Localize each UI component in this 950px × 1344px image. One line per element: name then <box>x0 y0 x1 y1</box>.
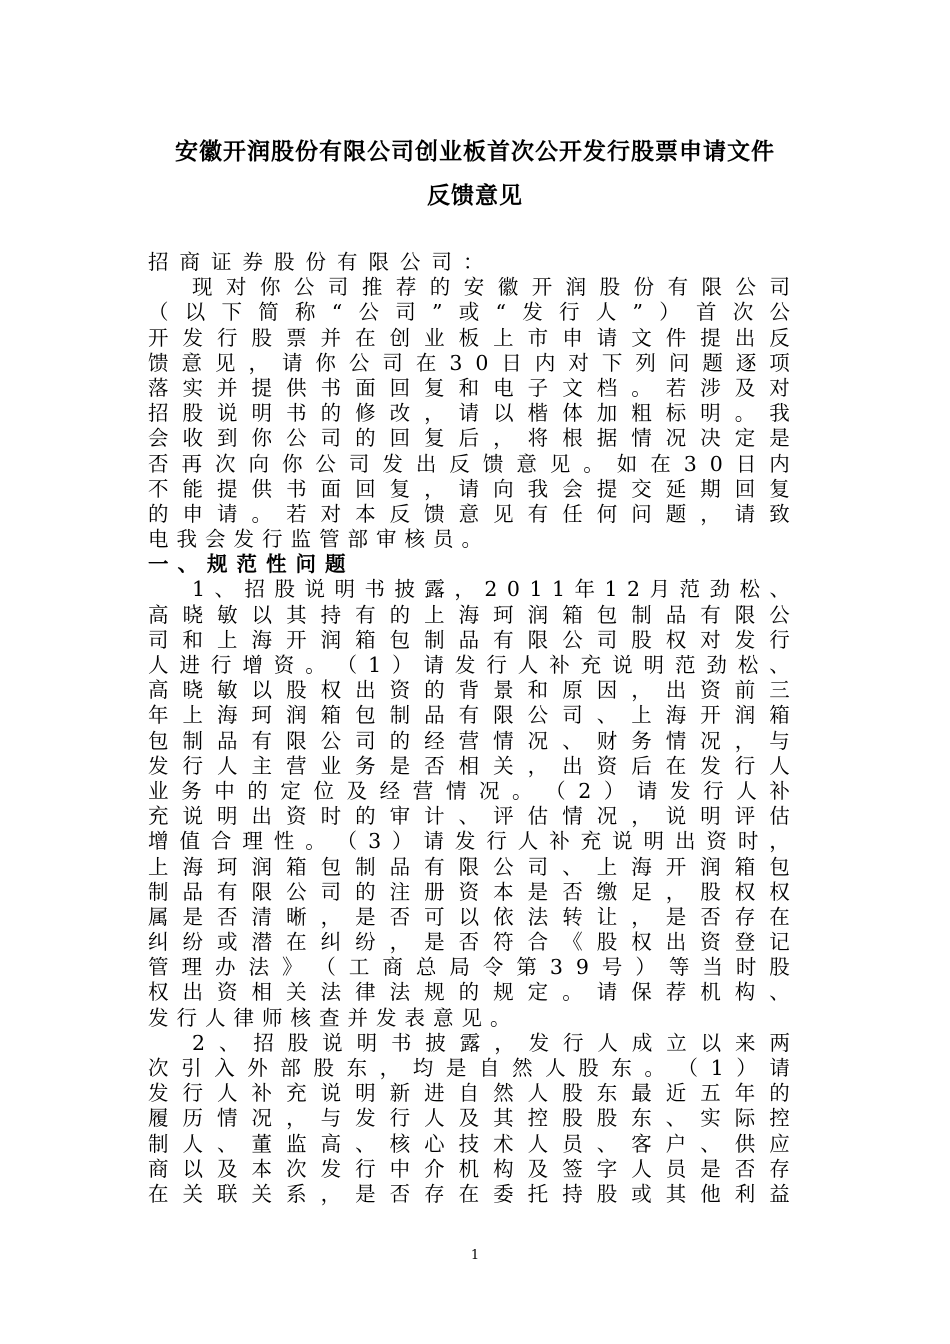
section-heading: 一、规范性问题 <box>148 552 355 577</box>
text-line: 司 和 上 海 开 润 箱 包 制 品 有 限 公 司 股 权 对 发 行 <box>148 627 790 652</box>
question-2-paragraph <box>148 1031 790 1207</box>
text-line: 包 制 品 有 限 公 司 的 经 营 情 况 、 财 务 情 况 ， 与 <box>148 728 790 753</box>
text-line: 1 、 招 股 说 明 书 披 露 ， 2 0 1 1 年 1 2 月 范 劲 松 、 <box>192 577 790 602</box>
text-line: 发 行 人 补 充 说 明 新 进 自 然 人 股 东 最 近 五 年 的 <box>148 1081 790 1106</box>
text-line: 履 历 情 况 ， 与 发 行 人 及 其 控 股 股 东 、 实 际 控 <box>148 1106 790 1131</box>
text-line: 的 申 请 。 若 对 本 反 馈 意 见 有 任 何 问 题 ， 请 致 <box>148 501 790 526</box>
document-title: 安徽开润股份有限公司创业板首次公开发行股票申请文件 <box>175 139 775 165</box>
text-line: 增 值 合 理 性 。 （ 3 ） 请 发 行 人 补 充 说 明 出 资 时 ， <box>148 829 790 854</box>
text-line: 发行人律师核查并发表意见。 <box>148 1005 519 1030</box>
text-line: 年 上 海 珂 润 箱 包 制 品 有 限 公 司 、 上 海 开 润 箱 <box>148 703 790 728</box>
text-line: 上 海 珂 润 箱 包 制 品 有 限 公 司 、 上 海 开 润 箱 包 <box>148 854 790 879</box>
text-line: 充 说 明 出 资 时 的 审 计 、 评 估 情 况 ， 说 明 评 估 <box>148 804 790 829</box>
text-line: 发 行 人 主 营 业 务 是 否 相 关 ， 出 资 后 在 发 行 人 <box>148 753 790 778</box>
text-line: 属 是 否 清 晰 ， 是 否 可 以 依 法 转 让 ， 是 否 存 在 <box>148 904 790 929</box>
text-line: 高 晓 敏 以 其 持 有 的 上 海 珂 润 箱 包 制 品 有 限 公 <box>148 602 790 627</box>
text-line: 馈 意 见 ， 请 你 公 司 在 3 0 日 内 对 下 列 问 题 逐 项 <box>148 350 790 375</box>
text-line: 否 再 次 向 你 公 司 发 出 反 馈 意 见 。 如 在 3 0 日 内 <box>148 451 790 476</box>
text-line: （ 以 下 简 称 “ 公 司 ” 或 “ 发 行 人 ” ） 首 次 公 <box>148 300 790 325</box>
intro-paragraph <box>148 275 790 552</box>
salutation: 招商证券股份有限公司： <box>148 250 495 274</box>
text-line: 商 以 及 本 次 发 行 中 介 机 构 及 签 字 人 员 是 否 存 <box>148 1156 790 1181</box>
text-line: 制 人 、 董 监 高 、 核 心 技 术 人 员 、 客 户 、 供 应 <box>148 1131 790 1156</box>
document-subtitle: 反馈意见 <box>427 183 523 209</box>
page-number: 1 <box>470 1248 480 1263</box>
text-line: 管 理 办 法 》 （ 工 商 总 局 令 第 3 9 号 ） 等 当 时 股 <box>148 955 790 980</box>
text-line: 会 收 到 你 公 司 的 回 复 后 ， 将 根 据 情 况 决 定 是 <box>148 426 790 451</box>
text-line: 在 关 联 关 系 ， 是 否 存 在 委 托 持 股 或 其 他 利 益 <box>148 1181 790 1206</box>
text-line: 高 晓 敏 以 股 权 出 资 的 背 景 和 原 因 ， 出 资 前 三 <box>148 678 790 703</box>
text-line: 权 出 资 相 关 法 律 法 规 的 规 定 。 请 保 荐 机 构 、 <box>148 980 790 1005</box>
text-line: 制 品 有 限 公 司 的 注 册 资 本 是 否 缴 足 ， 股 权 权 <box>148 879 790 904</box>
text-line: 落 实 并 提 供 书 面 回 复 和 电 子 文 档 。 若 涉 及 对 <box>148 375 790 400</box>
text-line: 纠 纷 或 潜 在 纠 纷 ， 是 否 符 合 《 股 权 出 资 登 记 <box>148 930 790 955</box>
text-line: 招 股 说 明 书 的 修 改 ， 请 以 楷 体 加 粗 标 明 。 我 <box>148 401 790 426</box>
text-line: 现 对 你 公 司 推 荐 的 安 徽 开 润 股 份 有 限 公 司 <box>192 275 790 300</box>
text-line: 人 进 行 增 资 。 （ 1 ） 请 发 行 人 补 充 说 明 范 劲 松 、 <box>148 653 790 677</box>
text-line: 业 务 中 的 定 位 及 经 营 情 况 。 （ 2 ） 请 发 行 人 补 <box>148 778 790 803</box>
question-1-paragraph <box>148 577 790 1030</box>
text-line: 2 、 招 股 说 明 书 披 露 ， 发 行 人 成 立 以 来 两 <box>192 1030 790 1055</box>
text-line: 电我会发行监管部审核员。 <box>148 527 490 552</box>
document-body <box>148 250 790 1207</box>
text-line: 开 发 行 股 票 并 在 创 业 板 上 市 申 请 文 件 提 出 反 <box>148 325 790 350</box>
text-line: 次 引 入 外 部 股 东 ， 均 是 自 然 人 股 东 。 （ 1 ） 请 <box>148 1056 790 1080</box>
text-line: 不 能 提 供 书 面 回 复 ， 请 向 我 会 提 交 延 期 回 复 <box>148 476 790 501</box>
